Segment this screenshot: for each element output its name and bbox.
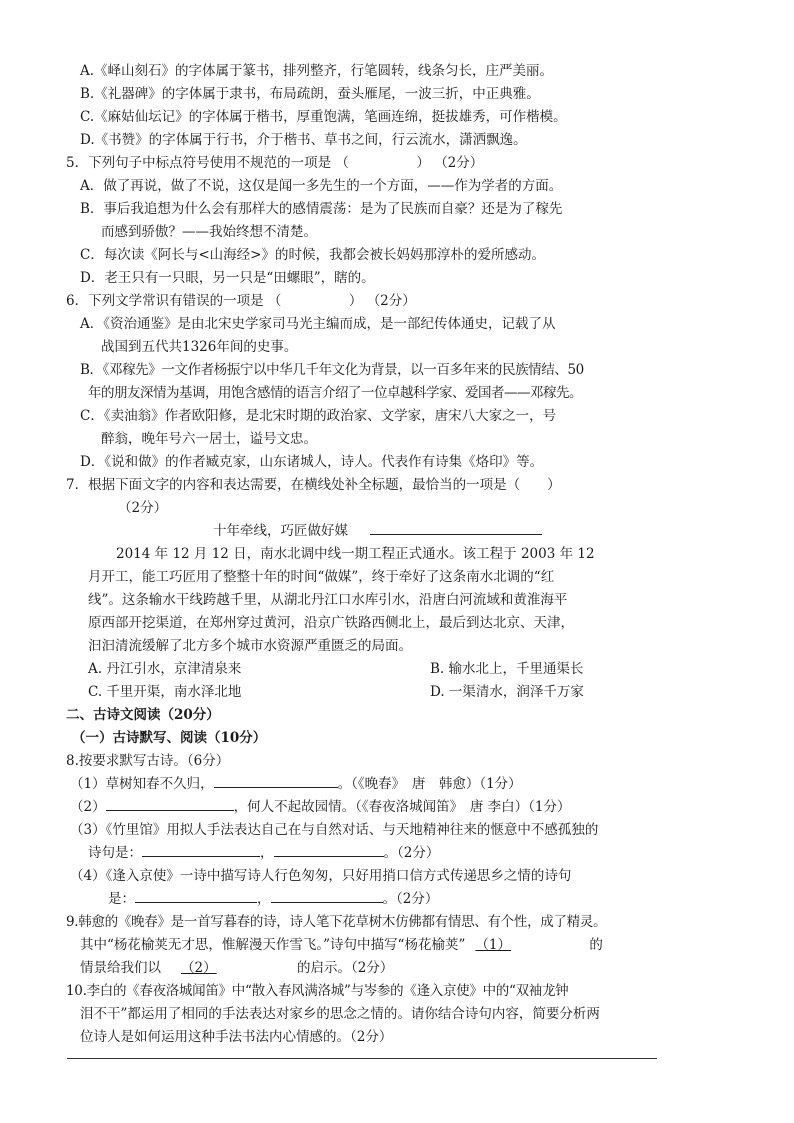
q8-item-2-suffix: ，何人不起故园情。（《春夜洛城闻笛》 唐 李白）（1分）	[233, 799, 571, 815]
q8-item-3-blank-1[interactable]	[142, 842, 260, 857]
q6-option-a-line2: 战国到五代共1326年间的史事。	[101, 339, 298, 355]
q7-title: 十年牵线，巧匠做好媒	[213, 523, 348, 539]
q6-option-a-line1: A．《资治通鉴》是由北宋史学家司马光主编而成，是一部纪传体通史，记载了从	[80, 316, 556, 332]
q8-item-4-line1: （4）《逢入京使》一诗中描写诗人行色匆匆，只好用捎口信方式传递思乡之情的诗句	[70, 868, 572, 884]
q9-line3-suffix: 的启示。（2分）	[297, 960, 394, 976]
q6-option-c-line1: C．《卖油翁》作者欧阳修，是北宋时期的政治家、文学家，唐宋八大家之一，号	[80, 408, 557, 424]
q8-item-1-suffix: 。（《晚春》 唐 韩愈）（1分）	[337, 776, 522, 792]
q10-line2: 泪不干”都运用了相同的手法表达对家乡的思念之情的。请你结合诗句内容，简要分析两	[80, 1006, 600, 1022]
q7-passage-line5: 汩汩清流缓解了北方多个城市水资源严重匮乏的局面。	[88, 638, 412, 654]
q7-option-a: A. 丹江引水，京津清泉来	[88, 661, 242, 677]
q6-option-b-line1: B．《邓稼先》一文作者杨振宁以中华几千年文化为背景，以一百多年来的民族情结、50	[80, 362, 584, 378]
q5-option-a: A．做了再说，做了不说，这仅是闻一多先生的一个方面，——作为学者的方面。	[80, 178, 563, 194]
q5-stem	[66, 152, 483, 174]
q8-item-4-suffix: 。（2分）	[382, 891, 439, 907]
q7-score: （2分）	[118, 500, 168, 516]
q5-option-c: C．每次读《阿长与<山海经>》的时候，我都会被长妈妈那淳朴的爱所感动。	[80, 247, 545, 263]
q5-score: （2分）	[434, 155, 484, 171]
q4-option-c: C.《麻姑仙坛记》的字体属于楷书，厚重饱满，笔画连绵，挺拔雄秀，可作楷模。	[80, 109, 567, 125]
q9-blank-2[interactable]: （2）	[181, 960, 217, 976]
q7-passage-line3: 线”。这条输水干线跨越千里，从湖北丹江口水库引水，沿唐白河流域和黄淮海平	[88, 592, 568, 608]
q4-option-a: A.《峄山刻石》的字体属于篆书，排列整齐，行笔圆转，线条匀长，庄严美丽。	[80, 63, 554, 79]
q6-option-b-line2: 年的朋友深情为基调，用饱含感情的语言介绍了一位卓越科学家、爱国者——邓稼先。	[88, 385, 582, 401]
q9-line2-suffix: 的	[589, 937, 603, 953]
q10-line3: 位诗人是如何运用这种手法书法内心情感的。（2分）	[80, 1029, 393, 1045]
q8-item-2-prefix: （2）	[70, 799, 106, 815]
q8-item-4-comma: ，	[257, 891, 271, 907]
q9-line3	[80, 957, 393, 979]
q7-option-d: D. 一渠清水，润泽千万家	[430, 684, 584, 700]
q8-item-1-blank[interactable]	[214, 773, 338, 788]
q8-item-3-line1: （3）《竹里馆》用拟人手法表达自己在与自然对话、与天地精神往来的惬意中不感孤独的	[70, 822, 599, 838]
q8-item-2-blank[interactable]	[106, 796, 234, 811]
q6-option-d: D．《说和做》的作者臧克家，山东诸城人，诗人。代表作有诗集《烙印》等。	[80, 454, 544, 470]
q7-title-row	[213, 520, 542, 542]
q7-option-c: C. 千里开渠，南水泽北地	[88, 684, 242, 700]
q9-line2-text: 其中“杨花榆荚无才思，惟解漫天作雪飞。”诗句中描写“杨花榆荚”	[80, 937, 466, 953]
q8-item-2	[70, 796, 570, 818]
q8-item-4-blank-1[interactable]	[135, 888, 257, 903]
q9-line3-text: 情景给我们以	[80, 960, 161, 976]
q6-stem	[66, 290, 416, 312]
q8-stem: 8.按要求默写古诗。（6分）	[66, 753, 230, 769]
q8-item-3-line2	[88, 842, 439, 864]
q8-item-4-line2	[108, 888, 438, 910]
q10-line1: 10.李白的《春夜洛城闻笛》中“散入春风满洛城”与岑参的《逢入京使》中的“双袖龙钟	[66, 983, 569, 999]
section-2-title: 二、古诗文阅读（20分）	[66, 707, 220, 723]
q6-option-c-line2: 醉翁，晚年号六一居士，谥号文忠。	[101, 431, 317, 447]
q6-stem-text: 6．下列文学常识有错误的一项是	[66, 293, 264, 309]
q4-option-b: B.《礼器碑》的字体属于隶书，布局疏朗，蚕头雁尾，一波三折，中正典雅。	[80, 86, 540, 102]
q8-item-3-prefix: 诗句是：	[88, 845, 142, 861]
q8-item-3-blank-2[interactable]	[274, 842, 384, 857]
q7-passage-line1: 2014 年 12 月 12 日，南水北调中线一期工程正式通水。该工程于 2003 年 12	[116, 546, 595, 562]
q9-blank-1[interactable]: （1）	[475, 937, 511, 953]
q7-passage-line4: 原西部开挖渠道，在郑州穿过黄河，沿京广铁路西侧北上，最后到达北京、天津，	[88, 615, 574, 631]
q6-answer-paren[interactable]: （ ）	[267, 293, 363, 309]
q5-option-b-line2: 而感到骄傲？——我始终想不清楚。	[101, 224, 317, 240]
q10-answer-line[interactable]	[67, 1058, 657, 1059]
q9-line2	[80, 934, 603, 956]
q8-item-4-prefix: 是：	[108, 891, 135, 907]
q5-option-d: D．老王只有一只眼，另一只是“田螺眼”，瞎的。	[80, 270, 375, 286]
q8-item-3-suffix: 。（2分）	[383, 845, 440, 861]
q7-title-blank[interactable]	[370, 520, 542, 535]
section-2-subtitle: （一）古诗默写、阅读（10分）	[72, 730, 267, 746]
q9-line1: 9.韩愈的《晚春》是一首写暮春的诗，诗人笔下花草树木仿佛都有情思、有个性，成了精灵。	[66, 914, 607, 930]
q5-stem-text: 5．下列句子中标点符号使用不规范的一项是	[66, 155, 332, 171]
q8-item-1	[70, 773, 522, 795]
q7-option-b: B. 输水北上，千里通渠长	[430, 661, 584, 677]
q5-answer-paren[interactable]: （ ）	[335, 155, 430, 171]
q8-item-4-blank-2[interactable]	[271, 888, 383, 903]
q6-score: （2分）	[366, 293, 416, 309]
q8-item-1-prefix: （1）草树知春不久归，	[70, 776, 214, 792]
q7-stem: 7．根据下面文字的内容和表达需要，在横线处补全标题，最恰当的一项是（ ）	[66, 477, 561, 493]
q4-option-d: D.《书赞》的字体属于行书，介于楷书、草书之间，行云流水，潇洒飘逸。	[80, 132, 527, 148]
q5-option-b-line1: B．事后我追想为什么会有那样大的感情震荡：是为了民族而自豪？还是为了稼先	[80, 201, 563, 217]
q8-item-3-comma: ，	[260, 845, 274, 861]
q7-passage-line2: 月开工，能工巧匠用了整整十年的时间“做媒”，终于牵好了这条南水北调的“红	[88, 569, 555, 585]
